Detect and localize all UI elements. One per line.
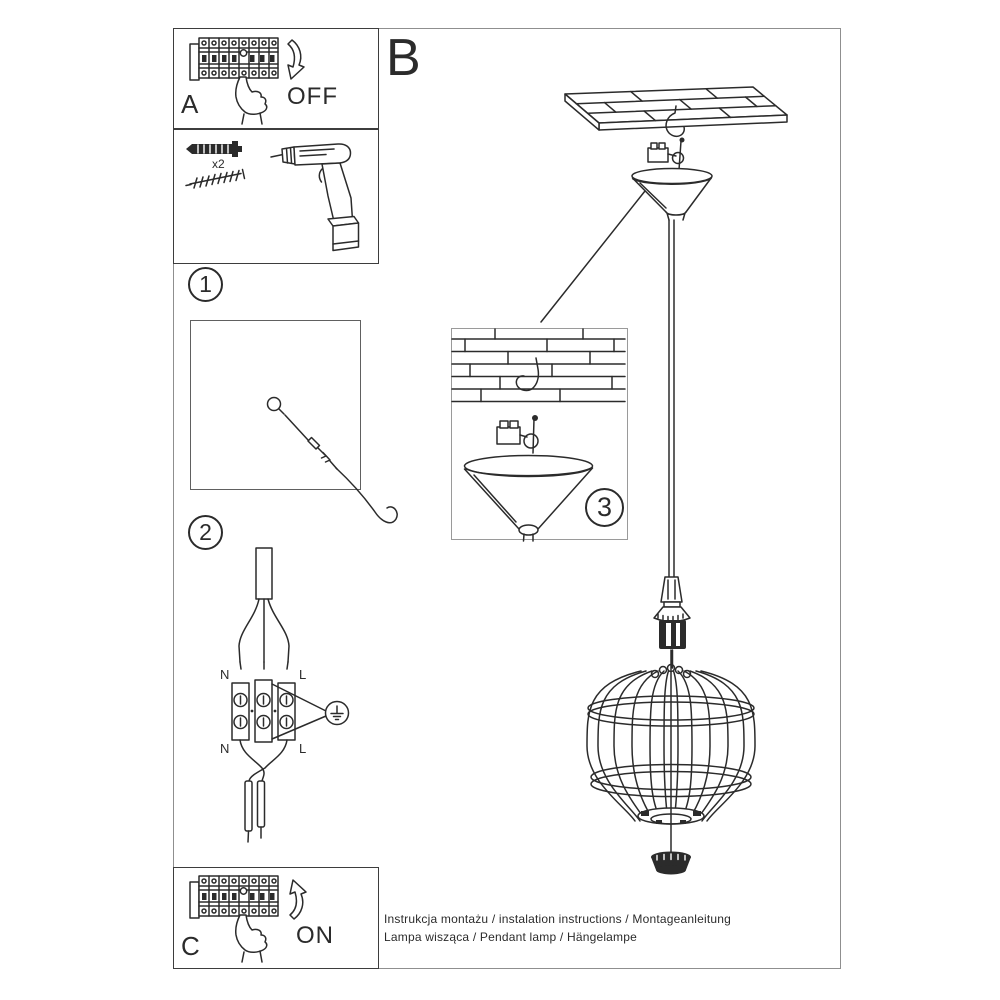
step3-badge: 3	[585, 488, 624, 527]
live-label-bottom: L	[299, 741, 307, 756]
neutral-label-top: N	[220, 667, 230, 682]
step1-badge: 1	[188, 267, 223, 302]
anchor-quantity-label: x2	[212, 157, 225, 171]
off-label: OFF	[287, 83, 338, 110]
step2-badge: 2	[188, 515, 223, 550]
step-b-label: B	[386, 29, 421, 87]
footer-product-line: Lampa wisząca / Pendant lamp / Hängelampe	[384, 930, 638, 944]
tools-box	[173, 128, 379, 264]
neutral-label-bottom: N	[220, 741, 230, 756]
footer-instructions-line: Instrukcja montażu / instalation instructions / Montageanleitung	[384, 912, 731, 926]
step-a-label: A	[181, 89, 199, 119]
step-c-box	[173, 867, 379, 969]
step-c-label: C	[181, 931, 200, 961]
on-label: ON	[296, 922, 334, 949]
wall-detail-box	[190, 320, 361, 490]
live-label-top: L	[299, 667, 307, 682]
step-a-box	[173, 28, 379, 130]
